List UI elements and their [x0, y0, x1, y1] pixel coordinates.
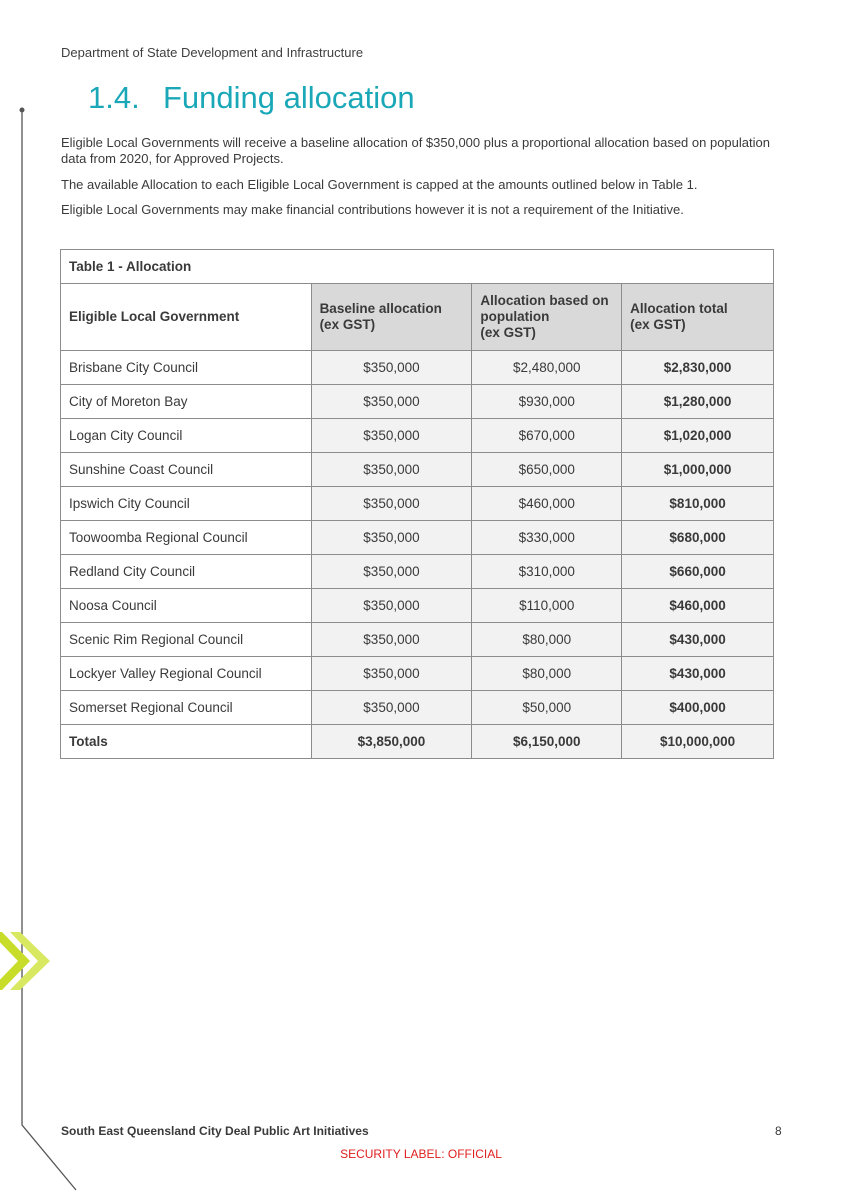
amount-cell: $50,000 [472, 691, 622, 725]
section-title: Funding allocation [163, 80, 415, 115]
page-number: 8 [775, 1124, 782, 1138]
council-name: Lockyer Valley Regional Council [61, 657, 312, 691]
table-row [61, 657, 774, 691]
council-name: Scenic Rim Regional Council [61, 623, 312, 657]
total-amount-cell: $6,150,000 [472, 725, 622, 759]
paragraph-baseline: Eligible Local Governments will receive a baseline allocation of $350,000 plus a proportional allocation based on population data from 2020, for Approved Projects. [61, 135, 770, 166]
column-header: Allocation based on population (ex GST) [472, 284, 622, 351]
amount-cell: $350,000 [311, 657, 472, 691]
total-amount-cell: $10,000,000 [622, 725, 774, 759]
chevron-logo-icon [0, 928, 60, 994]
column-header: Allocation total (ex GST) [622, 284, 774, 351]
allocation-table [60, 249, 774, 759]
department-header: Department of State Development and Infrastructure [61, 45, 364, 60]
section-number: 1.4. [88, 80, 140, 115]
table-row [61, 555, 774, 589]
amount-cell: $460,000 [622, 589, 774, 623]
paragraph-cap: The available Allocation to each Eligible Local Government is capped at the amounts outlined below in Table 1. [61, 177, 698, 192]
amount-cell: $350,000 [311, 589, 472, 623]
amount-cell: $350,000 [311, 691, 472, 725]
amount-cell: $350,000 [311, 351, 472, 385]
amount-cell: $80,000 [472, 657, 622, 691]
total-amount-cell: $3,850,000 [311, 725, 472, 759]
council-name: Brisbane City Council [61, 351, 312, 385]
amount-cell: $350,000 [311, 555, 472, 589]
amount-cell: $650,000 [472, 453, 622, 487]
table-row [61, 351, 774, 385]
amount-cell: $1,280,000 [622, 385, 774, 419]
amount-cell: $350,000 [311, 385, 472, 419]
amount-cell: $2,480,000 [472, 351, 622, 385]
section-heading [88, 80, 415, 116]
amount-cell: $670,000 [472, 419, 622, 453]
amount-cell: $350,000 [311, 419, 472, 453]
amount-cell: $350,000 [311, 521, 472, 555]
security-label: SECURITY LABEL: OFFICIAL [340, 1147, 502, 1161]
council-name: Ipswich City Council [61, 487, 312, 521]
council-name: Logan City Council [61, 419, 312, 453]
amount-cell: $400,000 [622, 691, 774, 725]
table-row [61, 589, 774, 623]
amount-cell: $1,020,000 [622, 419, 774, 453]
amount-cell: $660,000 [622, 555, 774, 589]
amount-cell: $460,000 [472, 487, 622, 521]
column-header: Baseline allocation (ex GST) [311, 284, 472, 351]
amount-cell: $430,000 [622, 623, 774, 657]
table-row [61, 487, 774, 521]
table-row [61, 691, 774, 725]
amount-cell: $930,000 [472, 385, 622, 419]
council-name: Sunshine Coast Council [61, 453, 312, 487]
council-name: Somerset Regional Council [61, 691, 312, 725]
amount-cell: $810,000 [622, 487, 774, 521]
totals-label: Totals [61, 725, 312, 759]
amount-cell: $680,000 [622, 521, 774, 555]
amount-cell: $80,000 [472, 623, 622, 657]
amount-cell: $350,000 [311, 487, 472, 521]
table-caption: Table 1 - Allocation [61, 250, 774, 284]
council-name: City of Moreton Bay [61, 385, 312, 419]
amount-cell: $2,830,000 [622, 351, 774, 385]
column-header: Eligible Local Government [61, 284, 312, 351]
amount-cell: $330,000 [472, 521, 622, 555]
table-row [61, 623, 774, 657]
council-name: Noosa Council [61, 589, 312, 623]
paragraph-contributions: Eligible Local Governments may make financial contributions however it is not a requirement of the Initiative. [61, 202, 684, 217]
table-row [61, 385, 774, 419]
table-row [61, 453, 774, 487]
table-row [61, 419, 774, 453]
totals-row [61, 725, 774, 759]
footer-title: South East Queensland City Deal Public Art Initiatives [61, 1124, 369, 1138]
table-row [61, 521, 774, 555]
council-name: Toowoomba Regional Council [61, 521, 312, 555]
amount-cell: $310,000 [472, 555, 622, 589]
amount-cell: $350,000 [311, 623, 472, 657]
council-name: Redland City Council [61, 555, 312, 589]
amount-cell: $1,000,000 [622, 453, 774, 487]
amount-cell: $430,000 [622, 657, 774, 691]
amount-cell: $110,000 [472, 589, 622, 623]
amount-cell: $350,000 [311, 453, 472, 487]
